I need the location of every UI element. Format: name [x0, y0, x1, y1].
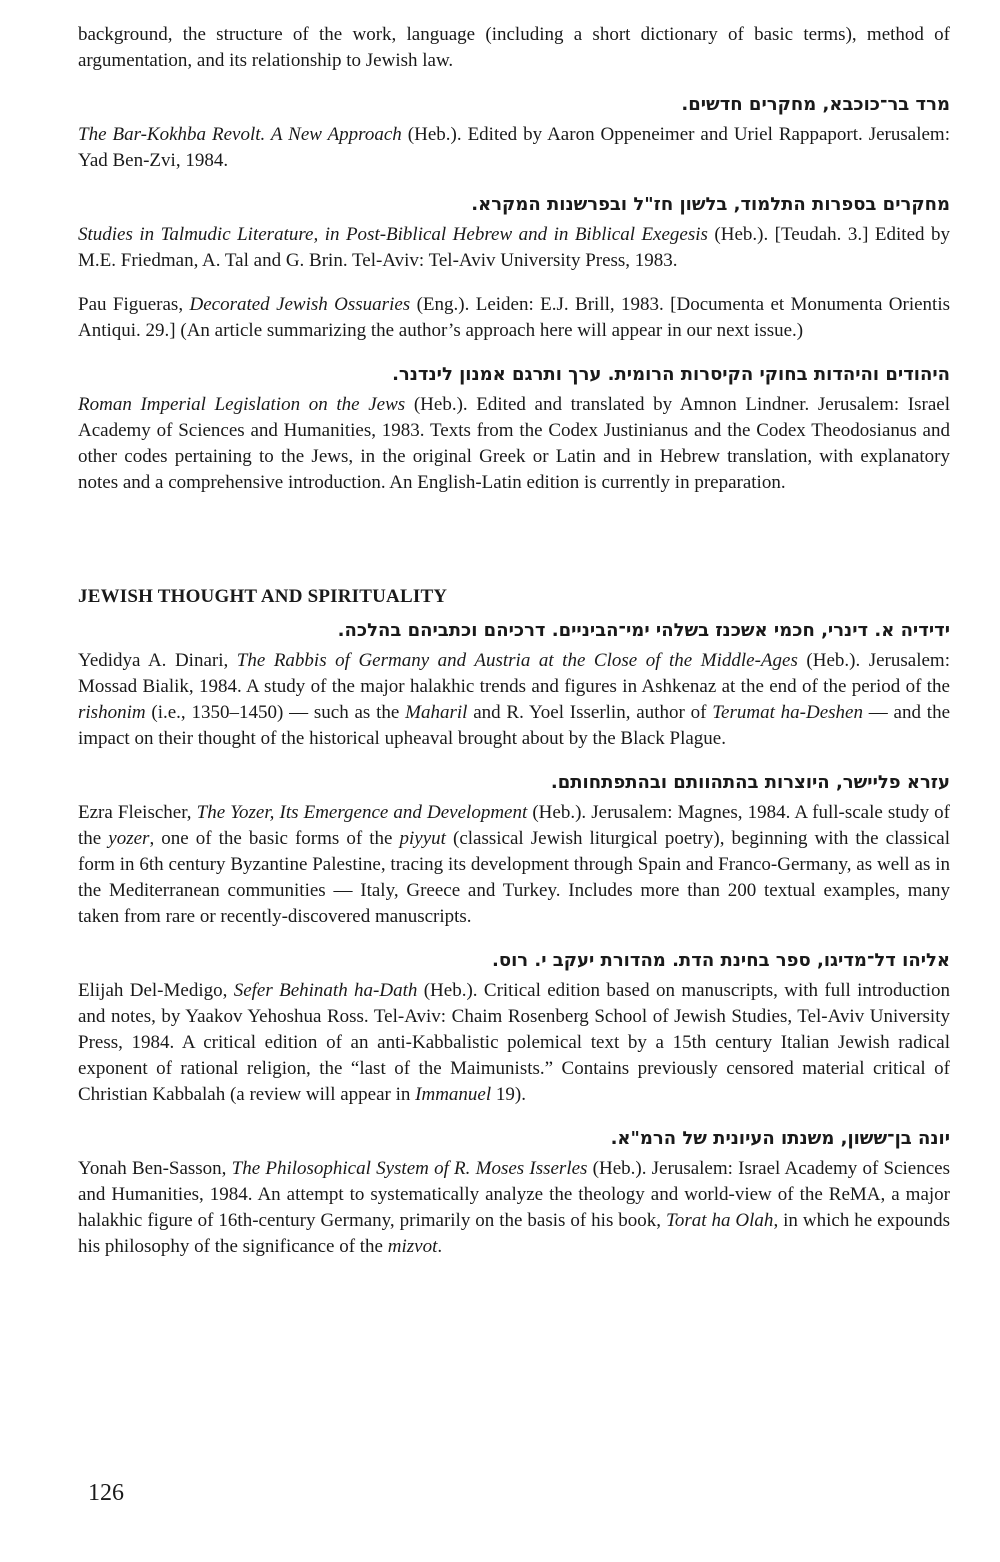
entry-text	[78, 648, 950, 752]
book-title: Studies in Talmudic Literature, in Post-Biblical Hebrew and in Biblical Exegesis	[78, 224, 708, 245]
entry-ben-sasson	[78, 1126, 950, 1260]
hebrew-title: מחקרים בספרות התלמוד, בלשון חז"ל ובפרשנות המקרא.	[471, 194, 950, 215]
entry-text	[78, 1156, 950, 1260]
hebrew-title: יונה בן־ששון, משנתו העיונית של הרמ"א.	[610, 1128, 950, 1149]
italic-term: Terumat ha-Deshen	[712, 702, 863, 723]
intro-paragraph: background, the structure of the work, language (including a short dictionary of basic terms), method of argumentation, and its relationship to Jewish law.	[78, 24, 950, 71]
hebrew-title: מרד בר־כוכבא, מחקרים חדשים.	[681, 94, 950, 115]
author: Elijah Del-Medigo,	[78, 980, 234, 1001]
entry-del-medigo	[78, 948, 950, 1108]
author: Yedidya A. Dinari,	[78, 650, 237, 671]
author: Ezra Fleischer,	[78, 802, 197, 823]
entry-talmudic-studies	[78, 192, 950, 274]
book-title: The Philosophical System of R. Moses Isserles	[231, 1158, 588, 1179]
entry-roman-legislation	[78, 362, 950, 496]
entry-details: (Heb.). Edited by Aaron Oppeneimer and Uriel Rappaport. Jerusalem: Yad Ben-Zvi, 1984.	[78, 124, 950, 171]
author: Pau Figueras,	[78, 294, 190, 315]
entry-text	[78, 222, 950, 274]
entry-details: , in which he expounds his philosophy of the significance of the	[78, 1210, 950, 1257]
entry-details: (i.e., 1350–1450) — such as the	[145, 702, 406, 723]
section-spacer	[78, 514, 950, 584]
entry-bar-kokhba	[78, 92, 950, 174]
page-number: 126	[88, 1480, 124, 1506]
hebrew-title: היהודים והיהדות בחוקי הקיסרות הרומית. ערך ותרגם אמנון לינדנר.	[392, 364, 950, 385]
entry-figueras	[78, 292, 950, 344]
book-title: The Bar-Kokhba Revolt. A New Approach	[78, 124, 402, 145]
entry-details: and R. Yoel Isserlin, author of	[467, 702, 713, 723]
entry-text	[78, 978, 950, 1108]
italic-term: Maharil	[405, 702, 468, 723]
entry-details: , one of the basic forms of the	[149, 828, 400, 849]
entry-details: (Heb.). Jerusalem: Magnes, 1984. A full-scale study of the	[78, 802, 950, 849]
entry-fleischer	[78, 770, 950, 930]
book-title: Decorated Jewish Ossuaries	[189, 294, 411, 315]
hebrew-title: עזרא פליישר, היוצרות בהתהוותם ובהתפתחותם.	[550, 772, 950, 793]
italic-term: yozer	[108, 828, 150, 849]
entry-details: (classical Jewish liturgical poetry), beginning with the classical form in 6th century Byzantine Palestine, tracing its development through Spain and Franco-Germany, as well as in the Mediterranean communities — Italy, Greece and Turkey. Includes more than 200 textual examples, many taken from rare or recently-discovered manuscripts.	[78, 828, 950, 927]
entry-details: — and the impact on their thought of the historical upheaval brought about by the Black Plague.	[78, 702, 950, 749]
entry-details: 19).	[491, 1084, 526, 1105]
entry-details: (Heb.). Jerusalem: Mossad Bialik, 1984. A study of the major halakhic trends and figures in Ashkenaz at the end of the period of the	[78, 650, 950, 697]
entry-details: (Heb.). Jerusalem: Israel Academy of Sciences and Humanities, 1984. An attempt to systematically analyze the theology and world-view of the ReMA, a major halakhic figure of 16th-century Germany, primarily on the basis of his book,	[78, 1158, 950, 1231]
book-title: Sefer Behinath ha-Dath	[233, 980, 418, 1001]
document-page	[78, 22, 950, 1278]
entry-details: (Heb.). [Teudah. 3.] Edited by M.E. Friedman, A. Tal and G. Brin. Tel-Aviv: Tel-Aviv University Press, 1983.	[78, 224, 950, 271]
hebrew-title: אליהו דל־מדיגו, ספר בחינת הדת. מהדורת יעקב י. רוס.	[492, 950, 950, 971]
book-title: The Yozer, Its Emergence and Development	[196, 802, 528, 823]
italic-term: Torat ha Olah	[666, 1210, 774, 1231]
hebrew-title: ידידיה א. דינרי, חכמי אשכנז בשלהי ימי־הביניים. דרכיהם וכתביהם בהלכה.	[337, 620, 950, 641]
entry-details: .	[437, 1236, 443, 1257]
author: Yonah Ben-Sasson,	[78, 1158, 232, 1179]
section-heading: JEWISH THOUGHT AND SPIRITUALITY	[78, 586, 448, 607]
entry-text	[78, 392, 950, 496]
entry-details: (Eng.). Leiden: E.J. Brill, 1983. [Documenta et Monumenta Orientis Antiqui. 29.] (An article summarizing the author’s approach here will appear in our next issue.)	[78, 294, 950, 341]
entry-text	[78, 122, 950, 174]
italic-term: piyyut	[399, 828, 446, 849]
entry-details: (Heb.). Critical edition based on manuscripts, with full introduction and notes, by Yaakov Yehoshua Ross. Tel-Aviv: Chaim Rosenberg School of Jewish Studies, Tel-Aviv University Press, 1984. A critical edition of an anti-Kabbalistic polemical text by a 15th century Italian Jewish radical exponent of rational religion, the “last of the Maimunists.” Contains previously censored material critical of Christian Kabbalah (a review will appear in	[78, 980, 950, 1105]
italic-term: Immanuel	[415, 1084, 492, 1105]
italic-term: rishonim	[78, 702, 146, 723]
book-title: The Rabbis of Germany and Austria at the Close of the Middle-Ages	[236, 650, 798, 671]
entry-details: (Heb.). Edited and translated by Amnon Lindner. Jerusalem: Israel Academy of Sciences and Humanities, 1983. Texts from the Codex Justinianus and the Codex Theodosianus and other codes pertaining to the Jews, in the original Greek or Latin and in Hebrew translation, with explanatory notes and a comprehensive introduction. An English-Latin edition is currently in preparation.	[78, 394, 950, 493]
entry-text	[78, 800, 950, 930]
book-title: Roman Imperial Legislation on the Jews	[78, 394, 406, 415]
entry-dinari	[78, 618, 950, 752]
italic-term: mizvot	[387, 1236, 438, 1257]
